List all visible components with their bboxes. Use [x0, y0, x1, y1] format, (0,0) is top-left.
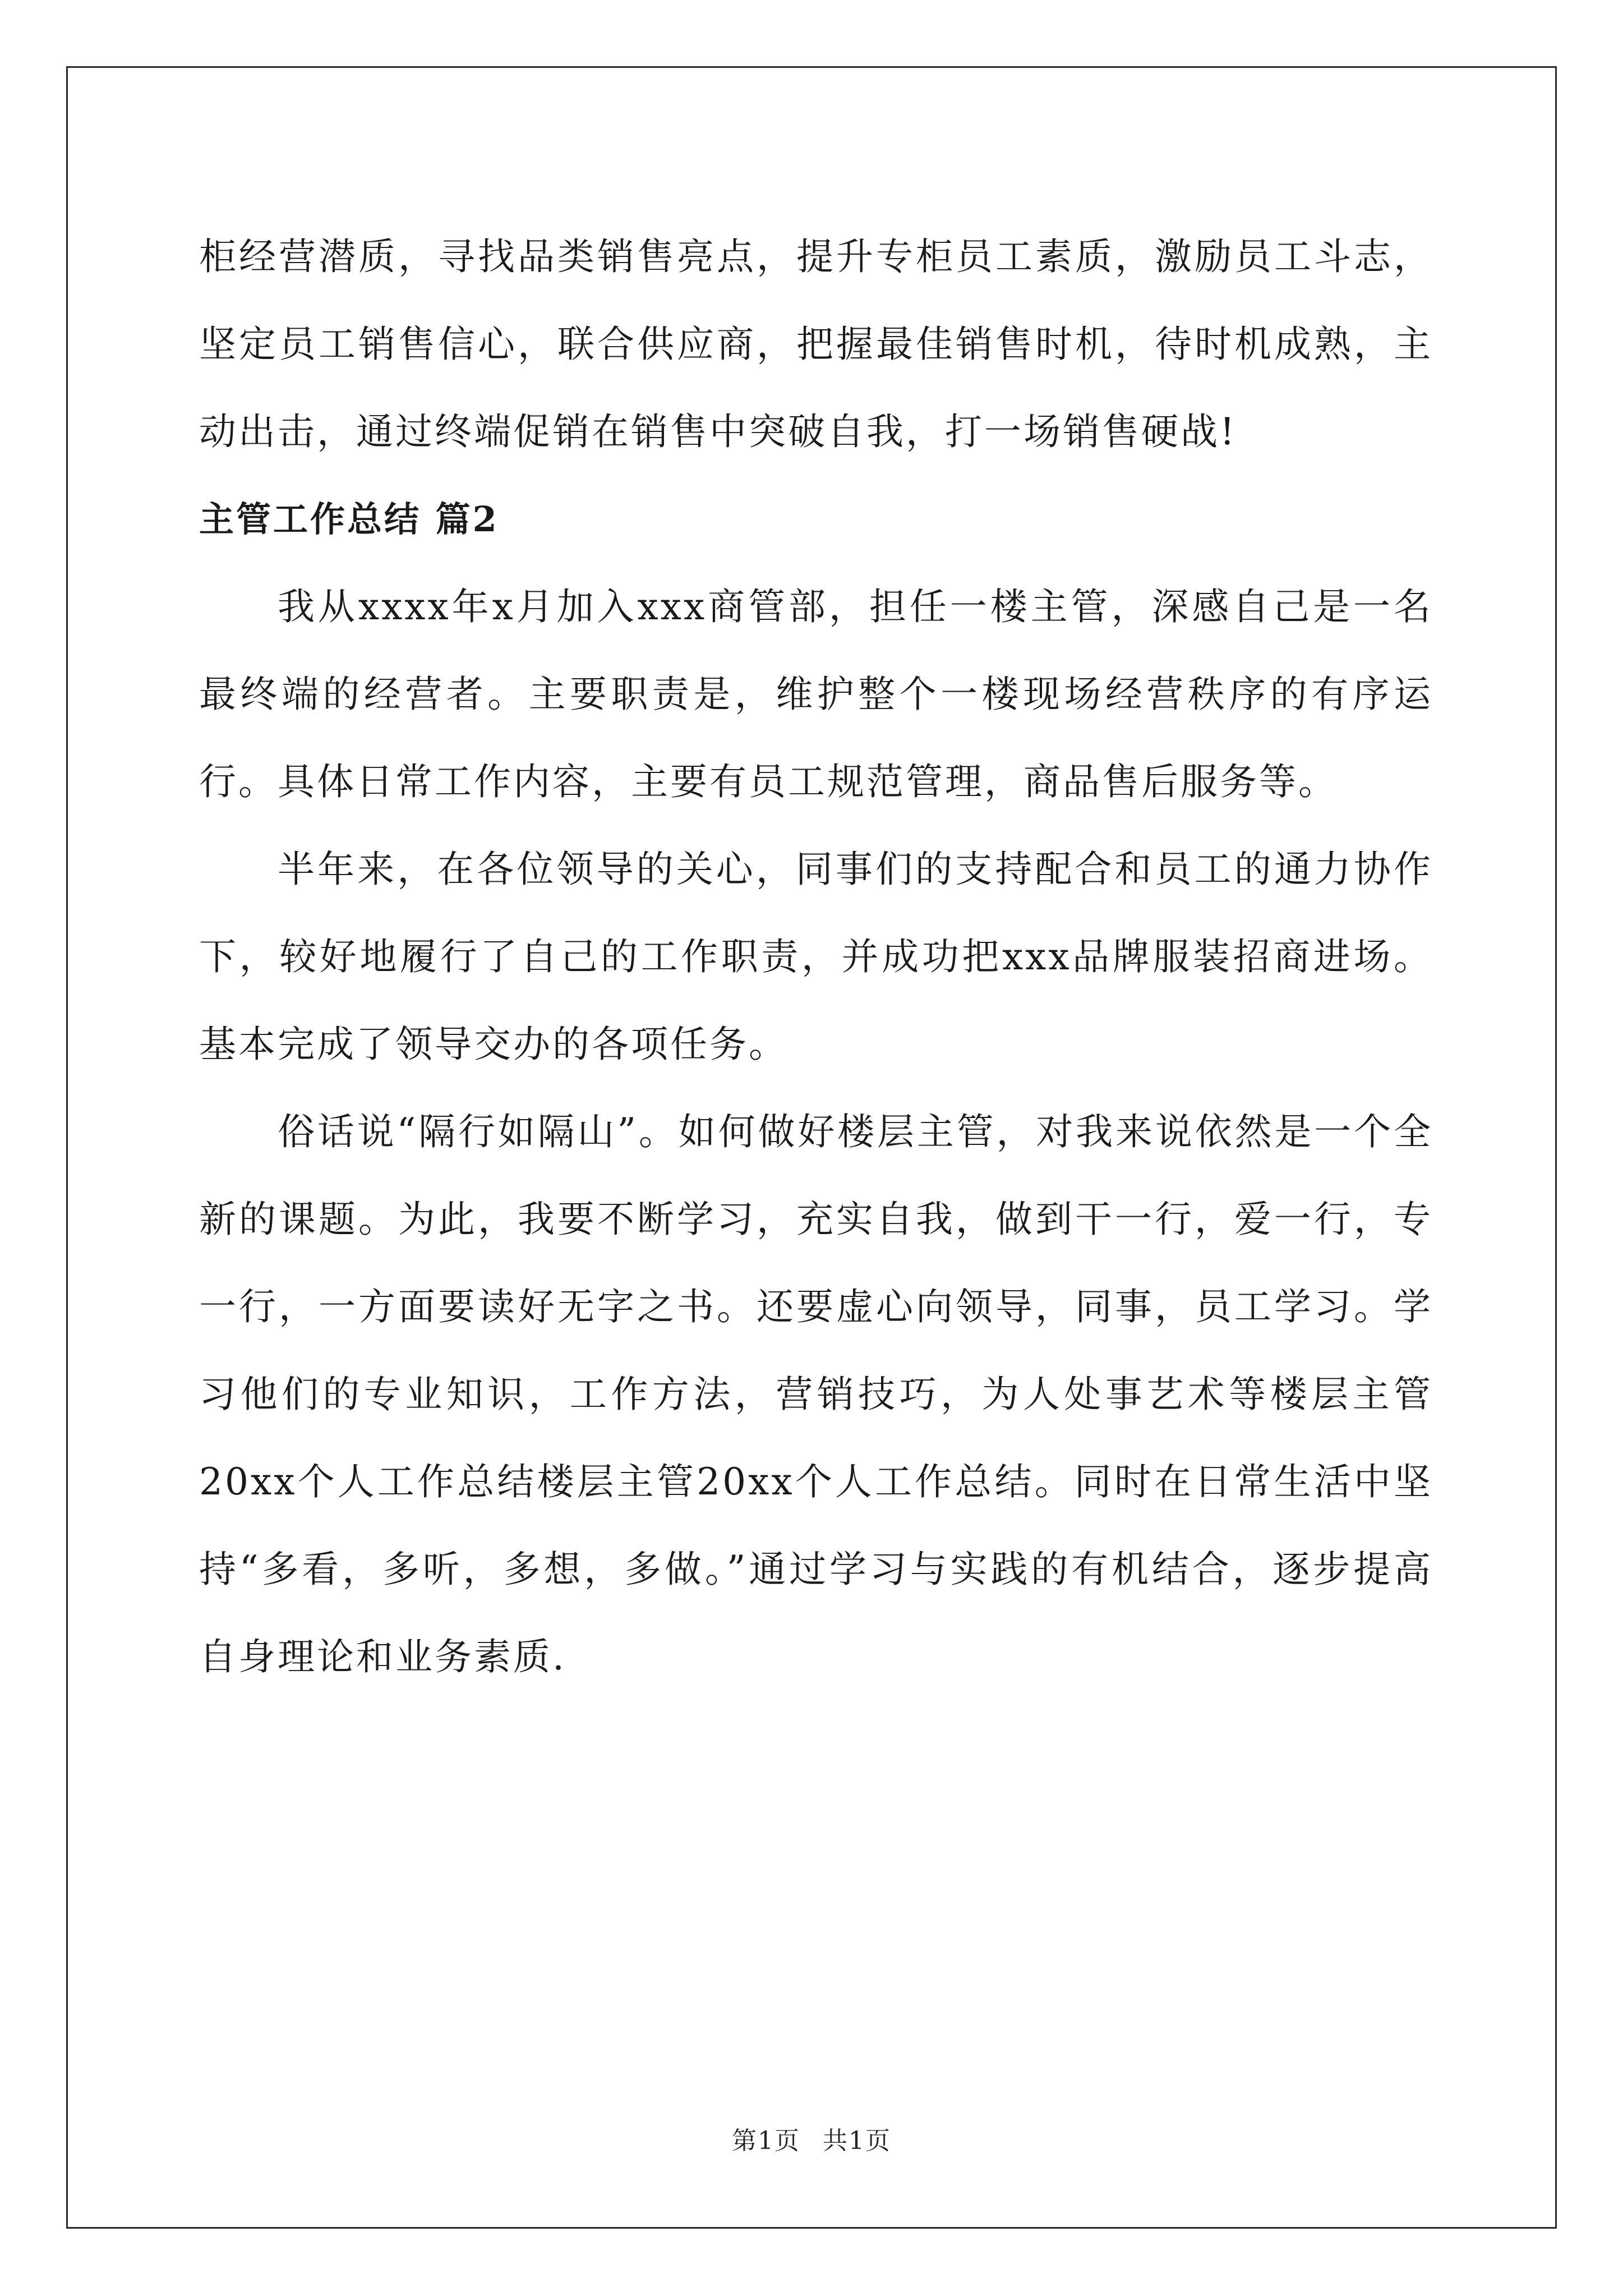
paragraph-1: 我从xxxx年x月加入xxx商管部，担任一楼主管，深感自己是一名最终端的经营者。主要职责是，维护整个一楼现场经营秩序的有序运行。具体日常工作内容，主要有员工规范管理，商品售后服务等。 [199, 585, 1433, 803]
document-body [199, 213, 1433, 1701]
page-number: 第1页 [732, 2127, 800, 2155]
paragraph-continued: 柜经营潜质，寻找品类销售亮点，提升专柜员工素质，激励员工斗志，坚定员工销售信心，联合供应商，把握最佳销售时机，待时机成熟，主动出击，通过终端促销在销售中突破自我，打一场销售硬战! [199, 235, 1433, 453]
paragraph-2: 半年来，在各位领导的关心，同事们的支持配合和员工的通力协作下，较好地履行了自己的工作职责，并成功把xxx品牌服装招商进场。基本完成了领导交办的各项任务。 [199, 848, 1433, 1066]
paragraph-3: 俗话说“隔行如隔山”。如何做好楼层主管，对我来说依然是一个全新的课题。为此，我要不断学习，充实自我，做到干一行，爱一行，专一行，一方面要读好无字之书。还要虚心向领导，同事，员工学习。学习他们的专业知识，工作方法，营销技巧，为人处事艺术等楼层主管20xx个人工作总结楼层主管20xx个人工作总结。同时在日常生活中坚持“多看，多听，多想，多做。”通过学习与实践的有机结合，逐步提高自身理论和业务素质. [199, 1110, 1433, 1678]
page-total: 共1页 [823, 2127, 891, 2155]
section-heading: 主管工作总结 篇2 [199, 499, 499, 540]
page-footer [0, 2120, 1623, 2156]
